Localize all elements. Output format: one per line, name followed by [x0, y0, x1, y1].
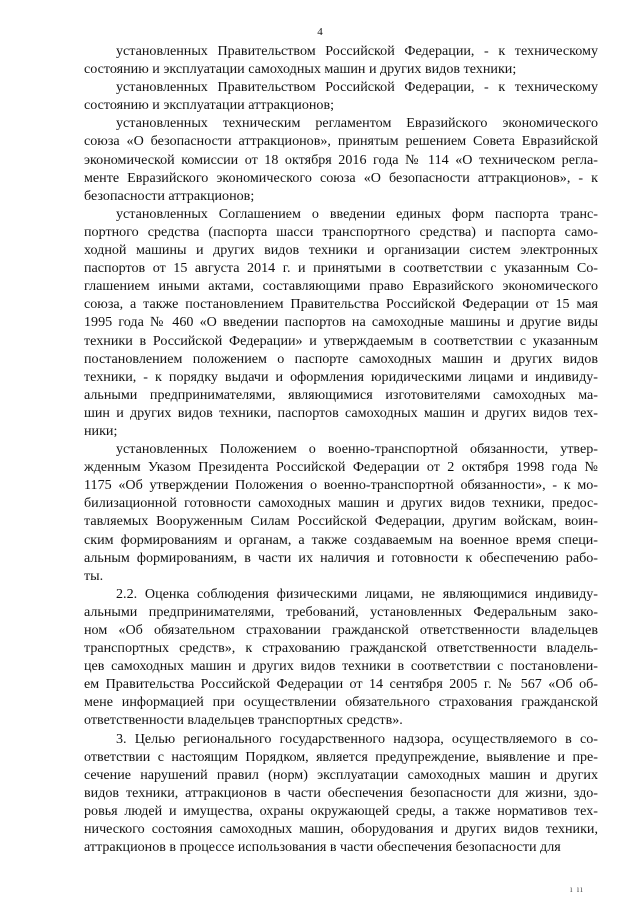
text-line: сечение нарушений правил (норм) эксплуатации самоходных машин и других [84, 766, 598, 783]
text-line: экономической комиссии от 18 октября 2016 года № 114 «О техническом регла- [84, 151, 598, 168]
text-line: ровья людей и имущества, охраны окружающей среды, а также нормативов тех- [84, 802, 598, 819]
text-line: глашением иными актами, составляющими право Евразийского экономического [84, 278, 598, 295]
text-line: установленных Правительством Российской Федерации, - к техническому [116, 43, 598, 59]
text-line: 1175 «Об утверждении Положения о военно-транспортной обязанности», - к мо- [84, 477, 598, 494]
text-line: паспортов от 15 августа 2014 г. и принятыми в соответствии с указанным Со- [84, 260, 598, 277]
text-line: состоянию и эксплуатации самоходных машин и других видов техники; [84, 61, 517, 78]
paragraph [84, 440, 598, 585]
text-line: техники, - к порядку выдачи и оформления юридическими лицами и индивиду- [84, 368, 598, 385]
paragraph [84, 730, 598, 857]
text-line: жденным Указом Президента Российской Федерации от 2 октября 1998 года № [84, 459, 598, 476]
text-line: постановлением положением о паспорте самоходных машин и других видов [84, 350, 598, 367]
text-line: 2.2. Оценка соблюдения физическими лицами, не являющимися индивиду- [116, 585, 598, 602]
page-number: 4 [317, 26, 323, 38]
paragraph [84, 114, 598, 204]
text-line: безопасности аттракционов; [84, 187, 255, 204]
text-line: состоянию и эксплуатации аттракционов; [84, 97, 335, 114]
text-line: установленных Соглашением о введении единых форм паспорта транс- [116, 205, 598, 222]
text-line: установленных Правительством Российской Федерации, - к техническому [116, 79, 598, 96]
text-line: менте Евразийского экономического союза «О безопасности аттракционов», - к [84, 169, 598, 186]
text-line: ответственности владельцев транспортных средств». [84, 712, 403, 729]
text-line: 1995 года № 460 «О введении паспортов на самоходные машины и другие виды [84, 314, 598, 331]
text-line: нического состояния самоходных машин, оборудования и других видов техники, [84, 821, 598, 838]
text-line: ходной машины и других видов техники и организации систем электронных [84, 242, 598, 259]
text-line: установленных Положением о военно-транспортной обязанности, утвер- [116, 441, 598, 458]
text-line: видов техники, аттракционов в части обеспечения безопасности для жизни, здо- [84, 784, 598, 801]
paragraph [84, 42, 598, 78]
text-line: портного средства (паспорта шасси транспортного средства) и паспорта само- [84, 223, 598, 240]
text-line: техники в Российской Федерации» и утверждаемым в соответствии с указанным [84, 332, 598, 349]
text-line: ном «Об обязательном страховании гражданской ответственности владельцев [84, 622, 598, 638]
text-line: ники; [84, 422, 118, 439]
text-line: ем Правительства Российской Федерации от 14 сентября 2005 г. № 567 «Об об- [84, 676, 598, 693]
text-line: ским формированиям и органам, а также создаваемым на военное время специ- [84, 531, 598, 548]
text-line: альными предпринимателями, являющимися изготовителями самоходных ма- [84, 386, 598, 403]
text-line: установленных техническим регламентом Евразийского экономического [116, 115, 598, 132]
text-line: мене информацией при осуществлении обязательного страхования гражданской [84, 694, 598, 711]
text-line: альным формированиям, в части их наличия и готовности к обеспечению рабо- [84, 549, 598, 566]
text-line: аттракционов в процессе использования в части обеспечения безопасности для [84, 839, 561, 856]
text-line: ответствии с настоящим Порядком, является предупреждение, выявление и пре- [84, 748, 598, 765]
text-line: шин и других видов техники, паспортов самоходных машин и других видов тех- [84, 404, 598, 421]
text-line: тавляемых Вооруженным Силам Российской Федерации, другим войскам, воин- [84, 513, 598, 530]
paragraph [84, 205, 598, 440]
footer-mark: ı ıı [570, 884, 584, 894]
text-line: союза «О безопасности аттракционов», принятым решением Совета Евразийской [84, 133, 598, 150]
paragraph [84, 585, 598, 730]
text-line: ты. [84, 567, 104, 584]
text-line: билизационной готовности самоходных машин и других видов техники, предос- [84, 495, 598, 512]
paragraph [84, 78, 598, 114]
text-line: союза, а также постановлением Правительства Российской Федерации от 15 мая [84, 296, 598, 313]
text-line: 3. Целью регионального государственного надзора, осуществляемого в со- [116, 730, 598, 747]
document-body [84, 42, 598, 856]
text-line: транспортных средств», к страхованию гражданской ответственности владель- [84, 640, 598, 657]
text-line: цев самоходных машин и других видов техники в соответствии с постановлени- [84, 658, 598, 675]
text-line: альными предпринимателями, требований, установленных Федеральным зако- [84, 603, 598, 620]
